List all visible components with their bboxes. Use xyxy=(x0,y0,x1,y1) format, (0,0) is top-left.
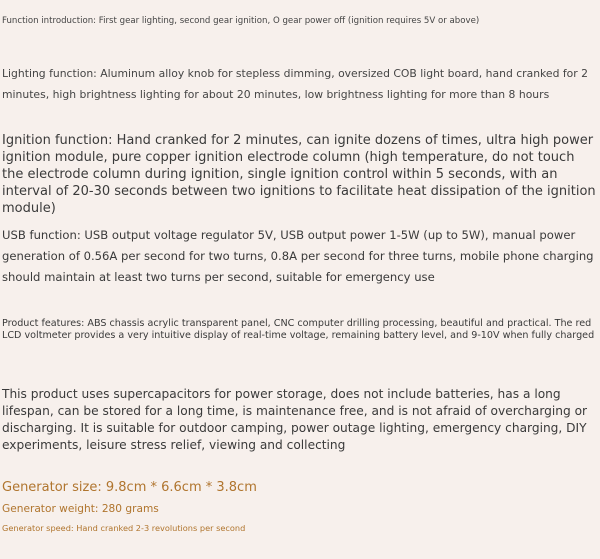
function-introduction-text: Function introduction: First gear lighting, second gear ignition, O gear power off (ignition requires 5V or above) xyxy=(2,16,480,26)
power-storage-text: This product uses supercapacitors for power storage, does not include batteries, has a long lifespan, can be stored for a long time, is maintenance free, and is not afraid of overcharging or discharging. It is suitable for outdoor camping, power outage lighting, emergency charging, DIY experiments, leisure stress relief, viewing and collecting xyxy=(2,387,588,452)
generator-speed-text: Generator speed: Hand cranked 2-3 revolutions per second xyxy=(2,523,246,533)
generator-weight-text: Generator weight: 280 grams xyxy=(2,503,159,515)
lighting-function-text: Lighting function: Aluminum alloy knob for stepless dimming, oversized COB light board, hand cranked for 2 minutes, high brightness lighting for about 20 minutes, low brightness lighting for more than 8 hours xyxy=(2,67,589,101)
product-features-text: Product features: ABS chassis acrylic transparent panel, CNC computer drilling processing, beautiful and practical. The red LCD voltmeter provides a very intuitive display of real-time voltage, remaining battery level, and 9-10V when fully charged xyxy=(2,318,595,341)
generator-size-text: Generator size: 9.8cm * 6.6cm * 3.8cm xyxy=(2,480,257,495)
ignition-function-text: Ignition function: Hand cranked for 2 minutes, can ignite dozens of times, ultra high power ignition module, pure copper ignition electrode column (high temperature, do not touch the electrode column during ignition, single ignition control within 5 seconds, with an interval of 20-30 seconds between two ignitions to facilitate heat dissipation of the ignition module) xyxy=(2,133,596,216)
usb-function-text: USB function: USB output voltage regulator 5V, USB output power 1-5W (up to 5W), manual power generation of 0.56A per second for two turns, 0.8A per second for three turns, mobile phone charging should maintain at least two turns per second, suitable for emergency use xyxy=(2,228,594,284)
